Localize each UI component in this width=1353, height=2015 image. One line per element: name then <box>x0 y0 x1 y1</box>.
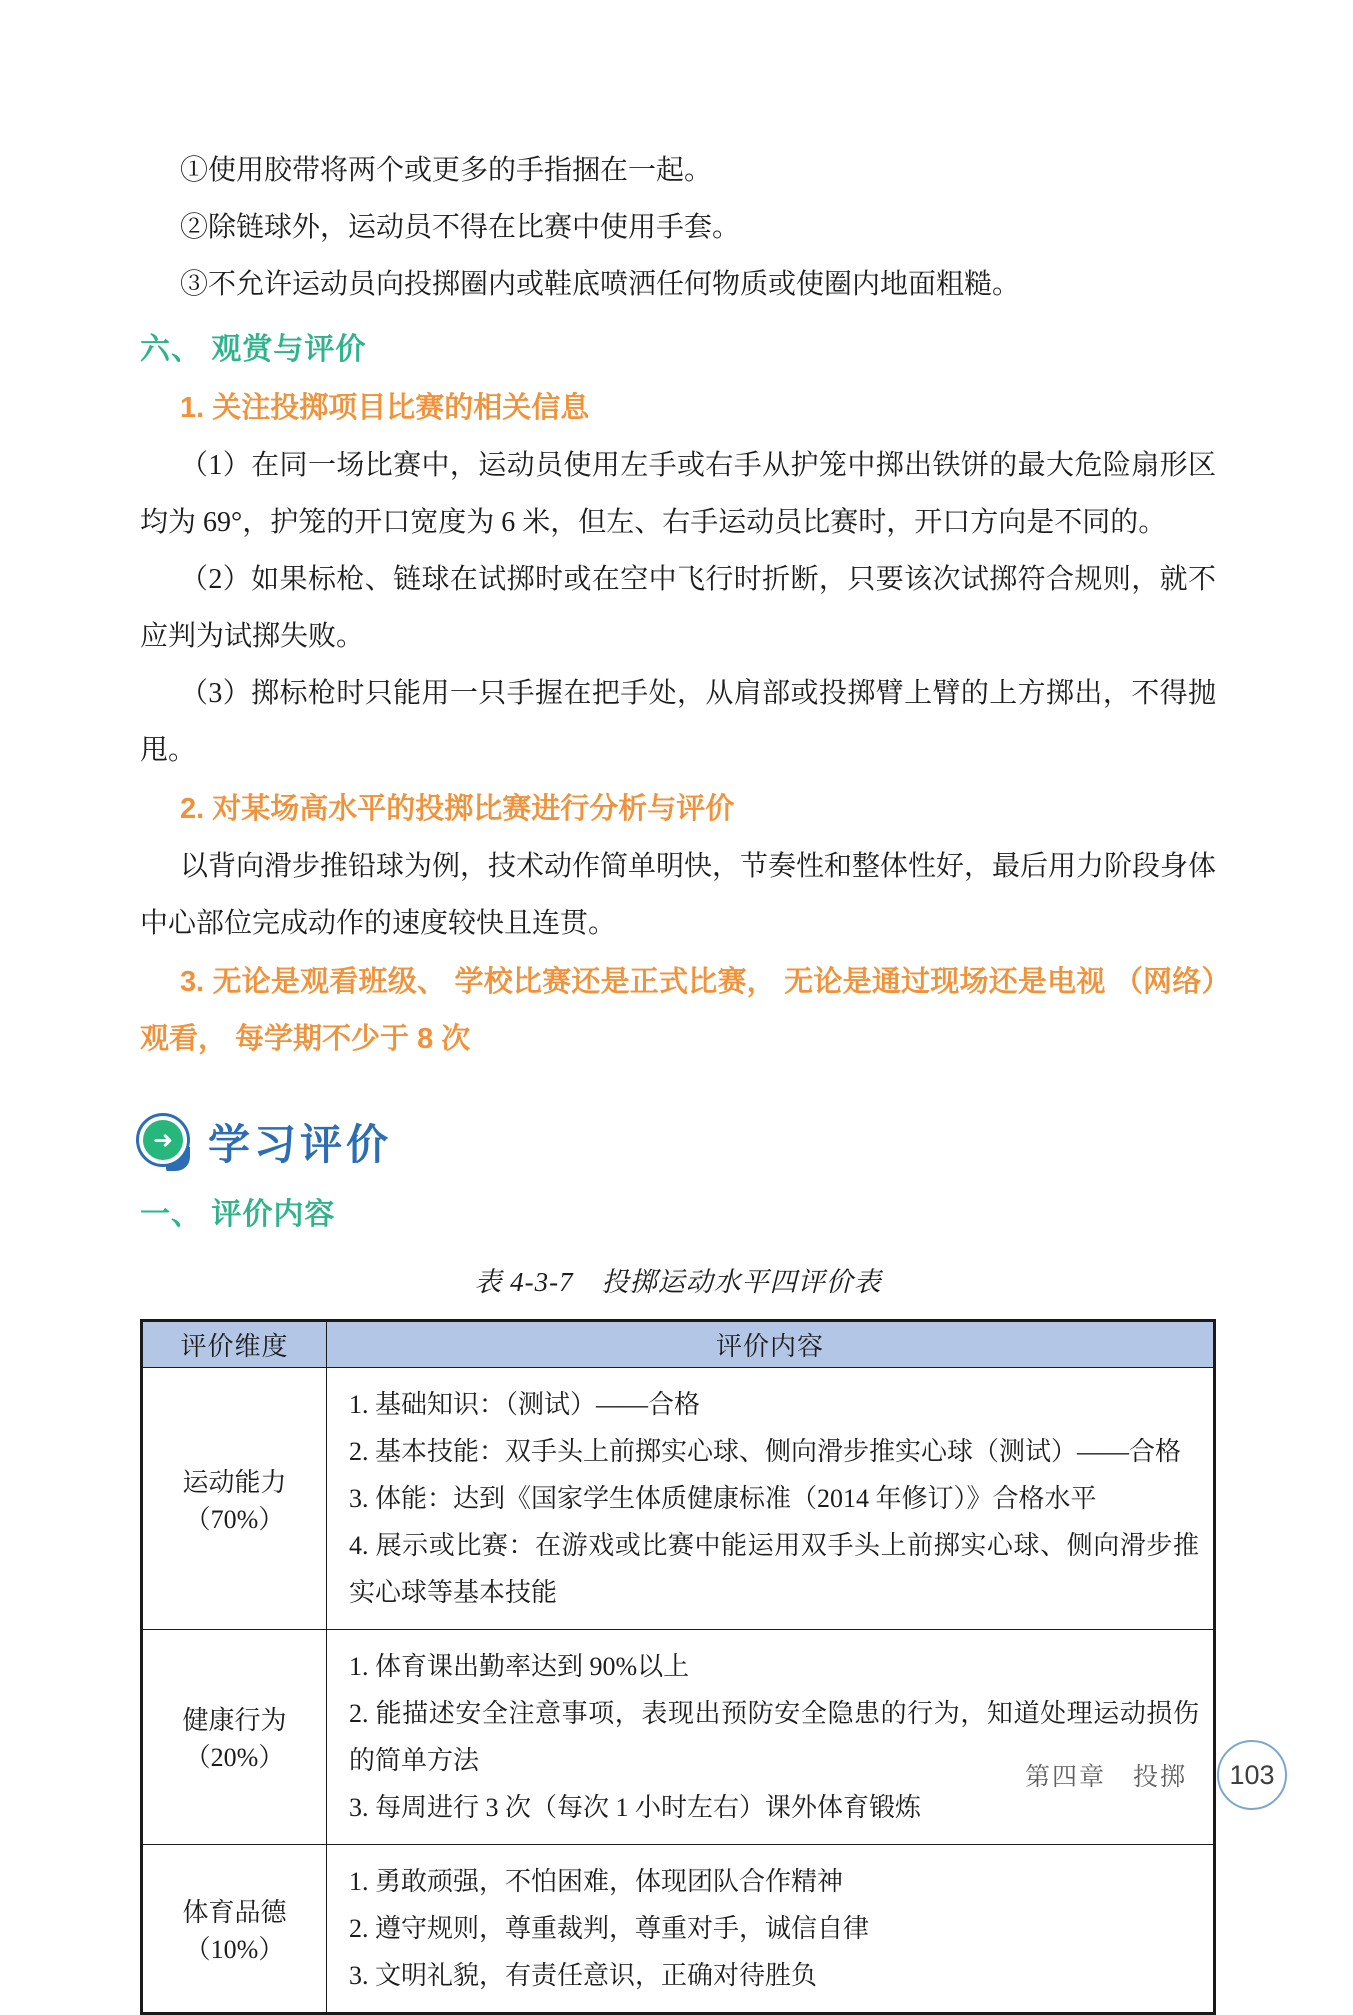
evaluation-table <box>140 1319 1216 2015</box>
arrow-right-icon <box>136 1113 192 1171</box>
criteria-item: 2. 能描述安全注意事项，表现出预防安全隐患的行为，知道处理运动损伤的简单方法 <box>349 1699 1199 1775</box>
rule-item-3: ③不允许运动员向投掷圈内或鞋底喷洒任何物质或使圈内地面粗糙。 <box>180 269 1021 300</box>
paragraph-4: 以背向滑步推铅球为例，技术动作简单明快，节奏性和整体性好，最后用力阶段身体中心部位完成动作的速度较快且连贯。 <box>140 851 1217 939</box>
page-footer <box>1025 1740 1287 1810</box>
table-row <box>142 1368 1215 1630</box>
subheading-2: 2. 对某场高水平的投掷比赛进行分析与评价 <box>180 793 735 825</box>
table-row <box>142 1630 1215 1845</box>
icon-circle <box>136 1113 190 1167</box>
table-row <box>142 1845 1215 2014</box>
section-heading-6: 六、 观赏与评价 <box>140 333 367 366</box>
icon-arrow-glyph: ➜ <box>143 1120 183 1160</box>
dimension-cell: 健康行为（20%） <box>142 1630 327 1845</box>
criteria-item: 1. 基础知识：（测试）——合格 <box>349 1390 701 1419</box>
criteria-cell <box>327 1845 1215 2014</box>
criteria-item: 2. 基本技能：双手头上前掷实心球、侧向滑步推实心球（测试）——合格 <box>349 1437 1182 1466</box>
column-header-dimension: 评价维度 <box>142 1321 327 1368</box>
criteria-item: 1. 勇敢顽强，不怕困难，体现团队合作精神 <box>349 1867 844 1896</box>
criteria-cell <box>327 1368 1215 1630</box>
criteria-item: 2. 遵守规则，尊重裁判，尊重对手，诚信自律 <box>349 1914 870 1943</box>
rule-item-1: ①使用胶带将两个或更多的手指捆在一起。 <box>180 155 713 186</box>
rule-item-2: ②除链球外，运动员不得在比赛中使用手套。 <box>180 212 741 243</box>
criteria-item: 3. 体能：达到《国家学生体质健康标准（2014 年修订）》合格水平 <box>349 1484 1097 1513</box>
learning-evaluation-header <box>136 1112 1216 1172</box>
dimension-cell: 运动能力（70%） <box>142 1368 327 1630</box>
table-caption: 表 4-3-7 投掷运动水平四评价表 <box>474 1267 882 1297</box>
page-number-badge: 103 <box>1217 1740 1287 1810</box>
criteria-item: 1. 体育课出勤率达到 90%以上 <box>349 1652 690 1681</box>
subheading-1: 1. 关注投掷项目比赛的相关信息 <box>180 392 590 424</box>
dimension-cell: 体育品德（10%） <box>142 1845 327 2014</box>
subheading-3: 3. 无论是观看班级、 学校比赛还是正式比赛， 无论是通过现场还是电视 （网络）观看， 每学期不少于 8 次 <box>140 966 1216 1055</box>
paragraph-3: （3）掷标枪时只能用一只手握在把手处，从肩部或投掷臂上臂的上方掷出，不得抛甩。 <box>140 678 1216 766</box>
section-heading-1: 一、 评价内容 <box>140 1198 336 1231</box>
paragraph-2: （2）如果标枪、链球在试掷时或在空中飞行时折断，只要该次试掷符合规则，就不应判为试掷失败。 <box>140 564 1216 652</box>
criteria-item: 3. 文明礼貌，有责任意识，正确对待胜负 <box>349 1961 818 1990</box>
table-header-row <box>142 1321 1215 1368</box>
criteria-cell <box>327 1630 1215 1845</box>
paragraph-1: （1）在同一场比赛中，运动员使用左手或右手从护笼中掷出铁饼的最大危险扇形区均为 69°，护笼的开口宽度为 6 米，但左、右手运动员比赛时，开口方向是不同的。 <box>140 450 1216 538</box>
criteria-item: 4. 展示或比赛：在游戏或比赛中能运用双手头上前掷实心球、侧向滑步推实心球等基本技能 <box>349 1531 1199 1607</box>
column-header-content: 评价内容 <box>327 1321 1215 1368</box>
learning-evaluation-title: 学习评价 <box>208 1123 393 1169</box>
criteria-item: 3. 每周进行 3 次（每次 1 小时左右）课外体育锻炼 <box>349 1793 922 1822</box>
chapter-label: 第四章 投掷 <box>1024 1763 1187 1791</box>
page-content <box>140 142 1216 2015</box>
